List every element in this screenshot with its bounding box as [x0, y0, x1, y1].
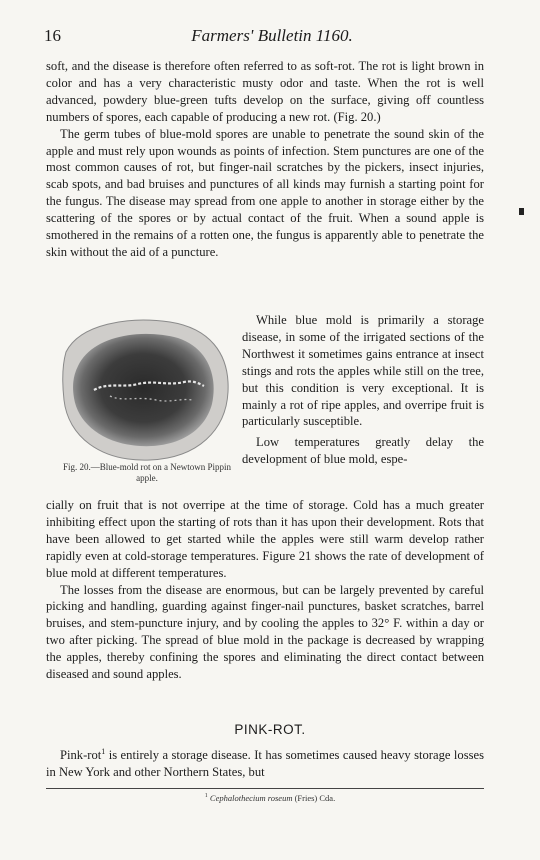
- paragraph-pink-rot: [46, 744, 484, 781]
- paragraph-low-temperatures: Low temperatures greatly delay the development of blue mold, espe-: [242, 435, 484, 467]
- side-text-column: [242, 312, 484, 468]
- footnote: [0, 793, 540, 803]
- pink-rot-text-block: [46, 744, 484, 781]
- footnote-species: Cephalothecium roseum: [209, 793, 293, 803]
- paragraph-losses: The losses from the disease are enormous, but can be largely prevented by careful picking and handling, guarding against finger-nail punctures, basket scratches, barrel bruises, and stem-puncture injury, and by cooling the apples to 32° F. within a day or two after picking. The spread of blue mold in the package is decreased by wrapping the apples, thereby confining the spores and eliminating the direct contact between diseased and sound apples.: [46, 582, 484, 682]
- page-number: 16: [44, 26, 61, 45]
- footnote-marker: 1: [204, 793, 208, 800]
- apple-photo: [58, 312, 234, 462]
- footnote-reference: 1: [101, 747, 106, 756]
- paragraph-infection: The germ tubes of blue-mold spores are unable to penetrate the sound skin of the apple and must rely upon wounds as points of infection. Stem punctures are one of the most common causes of rot, but finger-nail scratches by the pickers, insect injuries, scab spots, and bad bruises and punctures of all kinds may furnish a starting point for the fungus. The disease may spread from one apple to another in storage either by the scattering of the spores or by actual contact of the fruit. When a sound apple is smothered in the remains of a rotten one, the fungus is apparently able to penetrate the skin without the aid of a puncture.: [46, 126, 484, 259]
- running-title: Farmers' Bulletin 1160.: [191, 26, 353, 45]
- footnote-authority: (Fries) Cda.: [294, 793, 336, 803]
- footnote-rule: [46, 788, 484, 789]
- pink-rot-lead: Pink-rot: [60, 748, 102, 763]
- scan-mark: [519, 208, 524, 215]
- top-text-block: [46, 58, 484, 261]
- figure-caption: Fig. 20.—Blue-mold rot on a Newtown Pippin apple.: [63, 462, 231, 483]
- paragraph-storage-disease: While blue mold is primarily a storage disease, in some of the irrigated sections of the Northwest it sometimes gains entrance at insect stings and rots the apples while still on the tree, but this condition is very exceptional. It is mainly a rot of ripe apples, and overripe fruit is particularly susceptible.: [242, 313, 484, 429]
- section-heading-pink-rot: PINK-ROT.: [234, 722, 306, 737]
- lower-text-block: [46, 497, 484, 683]
- page-header: [44, 26, 500, 48]
- paragraph-soft-rot: soft, and the disease is therefore often referred to as soft-rot. The rot is light brown in color and has a very characteristic musty odor and taste. When the rot is well advanced, powdery blue-green tufts develop on the surface, giving off countless numbers of spores, each capable of producing a new rot. (Fig. 20.): [46, 59, 484, 124]
- pink-rot-text: is entirely a storage disease. It has sometimes caused heavy storage losses in New York and other Northern States, but: [46, 748, 484, 780]
- paragraph-cold-storage: cially on fruit that is not overripe at the time of storage. Cold has a much greater inhibiting effect upon the starting of rots than it has upon their development. Rots that have been allowed to get started while the apples were still warm develop rather rapidly even at cold-storage temperatures. Figure 21 shows the rate of development of blue mold at different temperatures.: [46, 498, 484, 580]
